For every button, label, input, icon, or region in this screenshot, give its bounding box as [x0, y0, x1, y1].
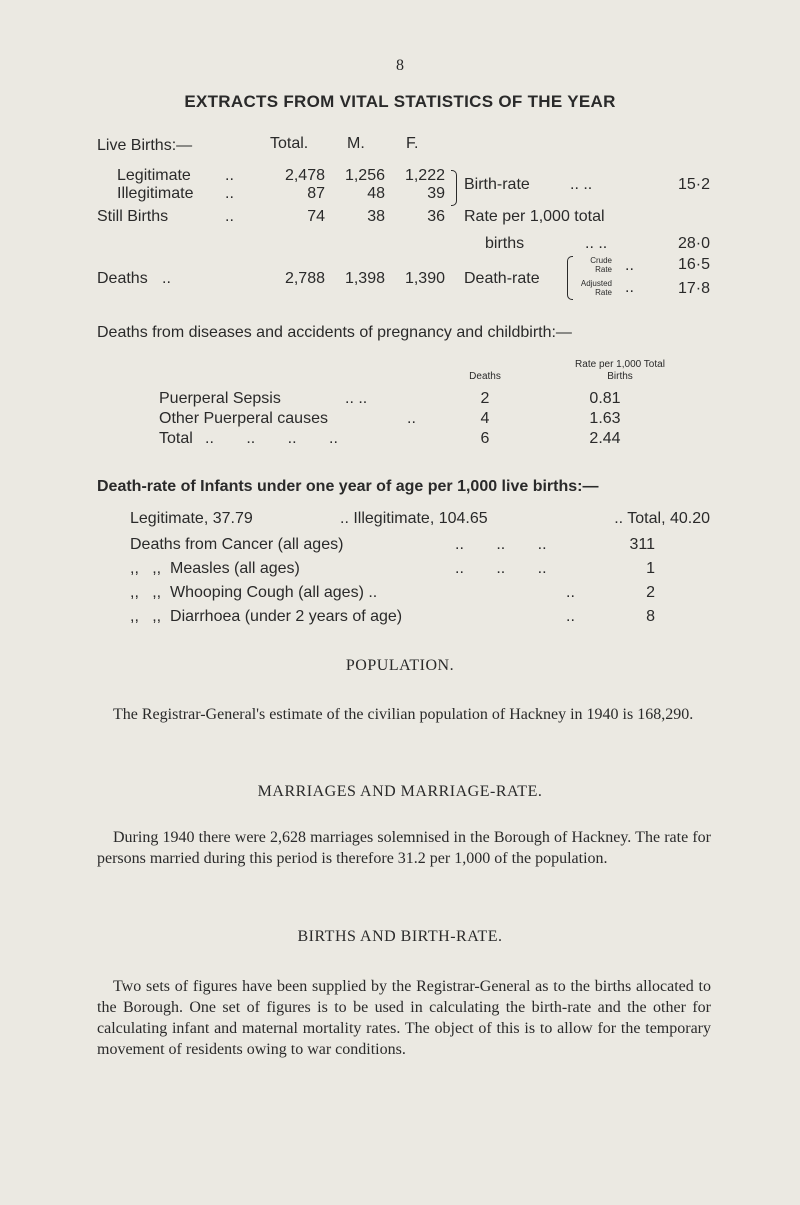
puerperal-sepsis-rate: 0.81 [589, 390, 621, 407]
death-rate-label: Death-rate [464, 270, 540, 287]
adjusted-rate-value: 17·8 [677, 280, 710, 297]
rate-per-1000-label-2: births [485, 235, 525, 252]
measles-deaths-label: ,, ,, Measles (all ages) [130, 560, 300, 577]
deaths-label: Deaths [97, 270, 148, 287]
adjusted-label: Adjusted Rate [580, 279, 612, 297]
other-puerperal-rate: 1.63 [589, 410, 621, 427]
population-text: The Registrar-General's estimate of the civilian population of Hackney in 1940 is 168,290. [113, 706, 694, 723]
cancer-deaths-dots: .. .. .. [455, 536, 547, 553]
rate-per-1000-dots: .. .. [585, 235, 608, 252]
legitimate-total: 2,478 [284, 167, 325, 184]
col-deaths-header: Deaths [469, 371, 501, 382]
measles-deaths-value: 1 [646, 560, 655, 577]
infants-legitimate: Legitimate, 37.79 [130, 510, 253, 527]
illegitimate-label: Illegitimate [117, 185, 194, 202]
illegitimate-dots: .. [225, 185, 234, 202]
puerperal-sepsis-dots: .. .. [345, 390, 368, 407]
rate-per-1000-label: Rate per 1,000 total [464, 208, 605, 225]
deaths-m: 1,398 [344, 270, 385, 287]
marriages-heading: MARRIAGES AND MARRIAGE-RATE. [257, 783, 543, 800]
pregnancy-total-deaths: 6 [480, 430, 490, 447]
live-births-label: Live Births:— [97, 137, 193, 154]
illegitimate-m: 48 [367, 185, 385, 202]
legitimate-m: 1,256 [344, 167, 385, 184]
still-births-m: 38 [367, 208, 385, 225]
adjusted-dots: .. [625, 279, 634, 296]
birth-rate-label: Birth-rate [464, 176, 530, 193]
puerperal-sepsis-deaths: 2 [480, 390, 490, 407]
diarrhoea-value: 8 [646, 608, 655, 625]
illegitimate-f: 39 [427, 185, 445, 202]
infants-total: .. Total, 40.20 [614, 510, 710, 527]
other-puerperal-label: Other Puerperal causes [159, 410, 328, 427]
whooping-cough-value: 2 [646, 584, 655, 601]
crude-dots: .. [625, 257, 634, 274]
deaths-dots: .. [162, 270, 171, 287]
births-text: Two sets of figures have been supplied by the Registrar-General as to the births allocated to the Borough. One set of figures is to be used in calculating the birth-rate and the other for calculating infant and maternal mortality rates. The object of this is to allow for the temporary movement of residents owing to war conditions. [97, 978, 711, 1058]
legitimate-f: 1,222 [404, 167, 445, 184]
legitimate-dots: .. [225, 167, 234, 184]
rate-per-1000-value: 28·0 [677, 235, 710, 252]
infants-heading: Death-rate of Infants under one year of age per 1,000 live births:— [97, 478, 599, 495]
illegitimate-total: 87 [307, 185, 325, 202]
pregnancy-total-label: Total [159, 430, 193, 447]
marriages-text: During 1940 there were 2,628 marriages solemnised in the Borough of Hackney. The rate for persons married during this period is therefore 31.2 per 1,000 of the population. [97, 829, 711, 867]
col-total-header: Total. [270, 135, 309, 152]
birth-rate-value: 15·2 [677, 176, 710, 193]
cancer-deaths-label: Deaths from Cancer (all ages) [130, 536, 344, 553]
population-heading: POPULATION. [345, 657, 455, 674]
diarrhoea-label: ,, ,, Diarrhoea (under 2 years of age) [130, 608, 403, 625]
infants-illegitimate: .. Illegitimate, 104.65 [340, 510, 488, 527]
col-f-header: F. [406, 135, 419, 152]
legitimate-label: Legitimate [117, 167, 191, 184]
puerperal-sepsis-label: Puerperal Sepsis [159, 390, 281, 407]
pregnancy-total-dots: .. .. .. .. [205, 430, 338, 447]
still-births-f: 36 [427, 208, 445, 225]
cancer-deaths-value: 311 [629, 536, 655, 553]
section-title: EXTRACTS FROM VITAL STATISTICS OF THE YEAR [184, 92, 616, 111]
deaths-total: 2,788 [284, 270, 325, 287]
other-puerperal-dots: .. [407, 410, 416, 427]
other-puerperal-deaths: 4 [480, 410, 490, 427]
measles-deaths-dots: .. .. .. [455, 560, 547, 577]
diarrhoea-dots: .. [566, 608, 575, 625]
pregnancy-heading: Deaths from diseases and accidents of pregnancy and childbirth:— [97, 324, 572, 341]
births-heading: BIRTHS AND BIRTH-RATE. [297, 928, 503, 945]
whooping-cough-label: ,, ,, Whooping Cough (all ages) .. [130, 584, 378, 601]
births-brace [451, 170, 457, 206]
birth-rate-dots: .. .. [570, 176, 593, 193]
whooping-cough-dots: .. [566, 584, 575, 601]
crude-label: Crude Rate [590, 256, 612, 274]
col-m-header: M. [347, 135, 365, 152]
deaths-f: 1,390 [404, 270, 445, 287]
still-births-total: 74 [307, 208, 325, 225]
pregnancy-total-rate: 2.44 [589, 430, 621, 447]
still-births-label: Still Births [97, 208, 169, 225]
col-rate-header: Rate per 1,000 Total Births [575, 359, 665, 382]
still-births-dots: .. [225, 208, 234, 225]
page-number: 8 [396, 57, 404, 74]
crude-rate-value: 16·5 [677, 256, 710, 273]
